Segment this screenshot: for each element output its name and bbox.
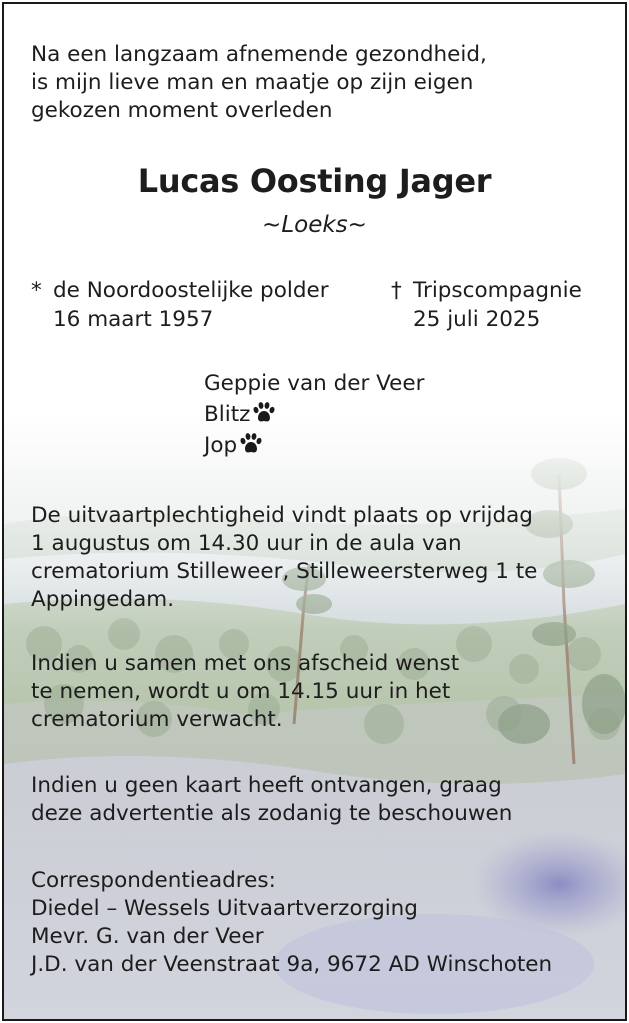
intro-text xyxy=(31,41,487,125)
birth-date: 16 maart 1957 xyxy=(53,307,214,332)
intro-line: Na een langzaam afnemende gezondheid, xyxy=(31,42,487,67)
farewell-text xyxy=(31,650,459,734)
survivor-pet xyxy=(204,430,424,461)
intro-line: is mijn lieve man en maatje op zijn eigen xyxy=(31,70,474,95)
survivors xyxy=(204,368,424,461)
pet-name: Jop xyxy=(204,433,238,458)
ceremony-line: Appingedam. xyxy=(31,587,175,612)
deceased-nickname: ~Loeks~ xyxy=(262,212,367,238)
correspondence-line: Mevr. G. van der Veer xyxy=(31,924,264,949)
death-date: 25 juli 2025 xyxy=(413,307,541,332)
birth-info xyxy=(31,276,329,334)
correspondence-line: J.D. van der Veenstraat 9a, 9672 AD Winschoten xyxy=(31,952,553,977)
deceased-name: Lucas Oosting Jager xyxy=(137,162,492,200)
ceremony-line: 1 augustus om 14.30 uur in de aula van xyxy=(31,531,462,556)
obituary-card xyxy=(2,2,627,1021)
birth-place: de Noordoostelijke polder xyxy=(53,278,329,303)
paw-print-icon xyxy=(239,432,263,456)
farewell-line: crematorium verwacht. xyxy=(31,707,283,732)
notice-text xyxy=(31,772,512,828)
paw-print-icon xyxy=(252,401,276,425)
notice-line: Indien u geen kaart heeft ontvangen, graag xyxy=(31,773,502,798)
ceremony-text xyxy=(31,502,537,614)
birth-symbol: * xyxy=(31,278,42,303)
intro-line: gekozen moment overleden xyxy=(31,98,333,123)
correspondence-line: Diedel – Wessels Uitvaartverzorging xyxy=(31,896,418,921)
ceremony-line: crematorium Stilleweer, Stilleweersterweg 1 te xyxy=(31,559,538,584)
correspondence-line: Correspondentieadres: xyxy=(31,868,276,893)
notice-line: deze advertentie als zodanig te beschouwen xyxy=(31,801,513,826)
death-place: Tripscompagnie xyxy=(413,278,582,303)
survivor-partner: Geppie van der Veer xyxy=(204,371,425,396)
correspondence-text xyxy=(31,867,552,979)
farewell-line: te nemen, wordt u om 14.15 uur in het xyxy=(31,679,451,704)
death-info xyxy=(391,276,582,334)
survivor-pet xyxy=(204,399,424,430)
death-symbol: † xyxy=(391,278,402,303)
ceremony-line: De uitvaartplechtigheid vindt plaats op vrijdag xyxy=(31,503,533,528)
farewell-line: Indien u samen met ons afscheid wenst xyxy=(31,651,460,676)
pet-name: Blitz xyxy=(204,402,251,427)
